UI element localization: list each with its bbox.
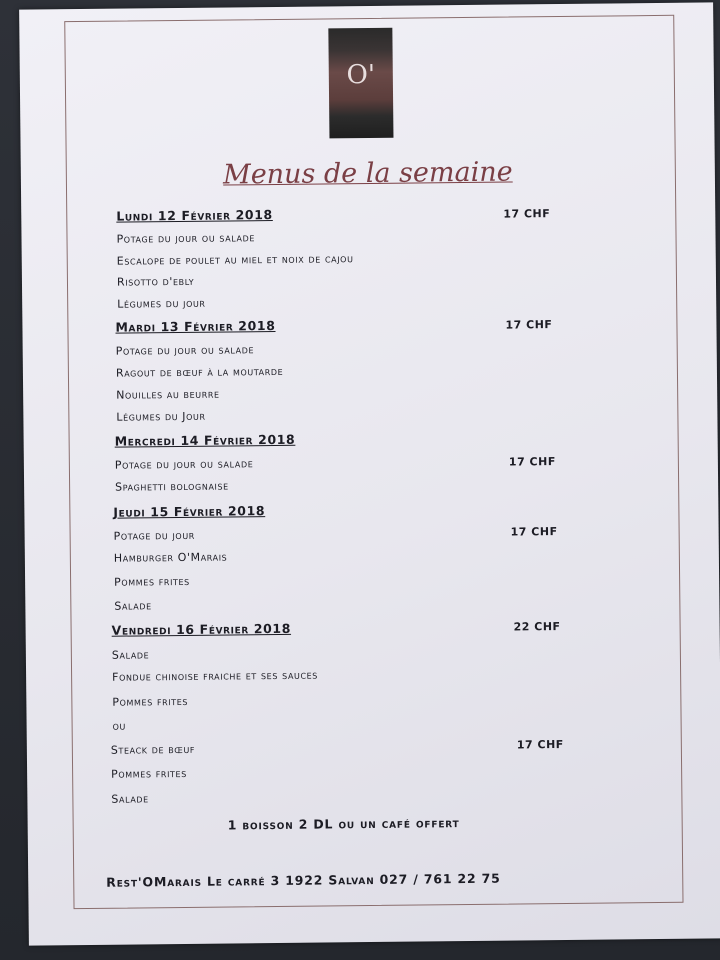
restaurant-address: Rest'OMarais Le carré 3 1922 Salvan 027 / 761 22 75 xyxy=(106,870,501,890)
menu-item: Salade xyxy=(111,792,149,806)
menu-item: ou xyxy=(112,719,127,733)
day-heading-mardi: Mardi 13 Février 2018 xyxy=(115,317,276,335)
menu-item: Nouilles au beurre xyxy=(116,387,220,402)
price-steak: 17 CHF xyxy=(516,737,564,752)
day-heading-lundi: Lundi 12 Février 2018 xyxy=(116,207,273,224)
day-heading-vendredi: Vendredi 16 Février 2018 xyxy=(111,620,292,638)
menu-item: Ragout de bœuf à la moutarde xyxy=(115,364,284,380)
page-title: Menus de la semaine xyxy=(222,156,513,191)
offer-text: 1 boisson 2 DL ou un café offert xyxy=(227,815,460,833)
menu-item: Potage du jour ou salade xyxy=(114,457,254,472)
menu-item: Fondue chinoise fraiche et ses sauces xyxy=(112,668,319,684)
logo-text: O' xyxy=(346,59,376,91)
menu-sheet xyxy=(19,2,720,945)
menu-item: Risotto d'ebly xyxy=(116,274,195,289)
menu-item: Spaghetti bolognaise xyxy=(115,479,229,494)
menu-item: Salade xyxy=(111,648,150,662)
restaurant-logo xyxy=(328,28,393,139)
price-mardi: 17 CHF xyxy=(505,318,553,332)
day-heading-mercredi: Mercredi 14 Février 2018 xyxy=(114,431,296,449)
price-jeudi: 17 CHF xyxy=(510,525,558,539)
menu-item: Potage du jour xyxy=(113,528,195,543)
menu-item: Steack de bœuf xyxy=(110,742,196,757)
menu-item: Pommes frites xyxy=(112,694,189,709)
menu-item: Potage du jour ou salade xyxy=(115,343,255,358)
menu-item: Pommes frites xyxy=(114,574,190,589)
price-mercredi: 17 CHF xyxy=(508,455,556,469)
day-heading-jeudi: Jeudi 15 Février 2018 xyxy=(113,503,266,520)
menu-item: Pommes frites xyxy=(111,766,187,781)
price-vendredi: 22 CHF xyxy=(513,620,561,634)
menu-item: Potage du jour ou salade xyxy=(116,231,256,246)
price-lundi: 17 CHF xyxy=(503,207,551,221)
menu-item: Légumes du jour xyxy=(117,296,206,311)
menu-item: Hamburger O'Marais xyxy=(113,550,228,565)
menu-item: Légumes du Jour xyxy=(116,409,206,424)
menu-item: Salade xyxy=(114,599,152,613)
menu-item: Escalope de poulet au miel et noix de cajou xyxy=(116,252,354,268)
